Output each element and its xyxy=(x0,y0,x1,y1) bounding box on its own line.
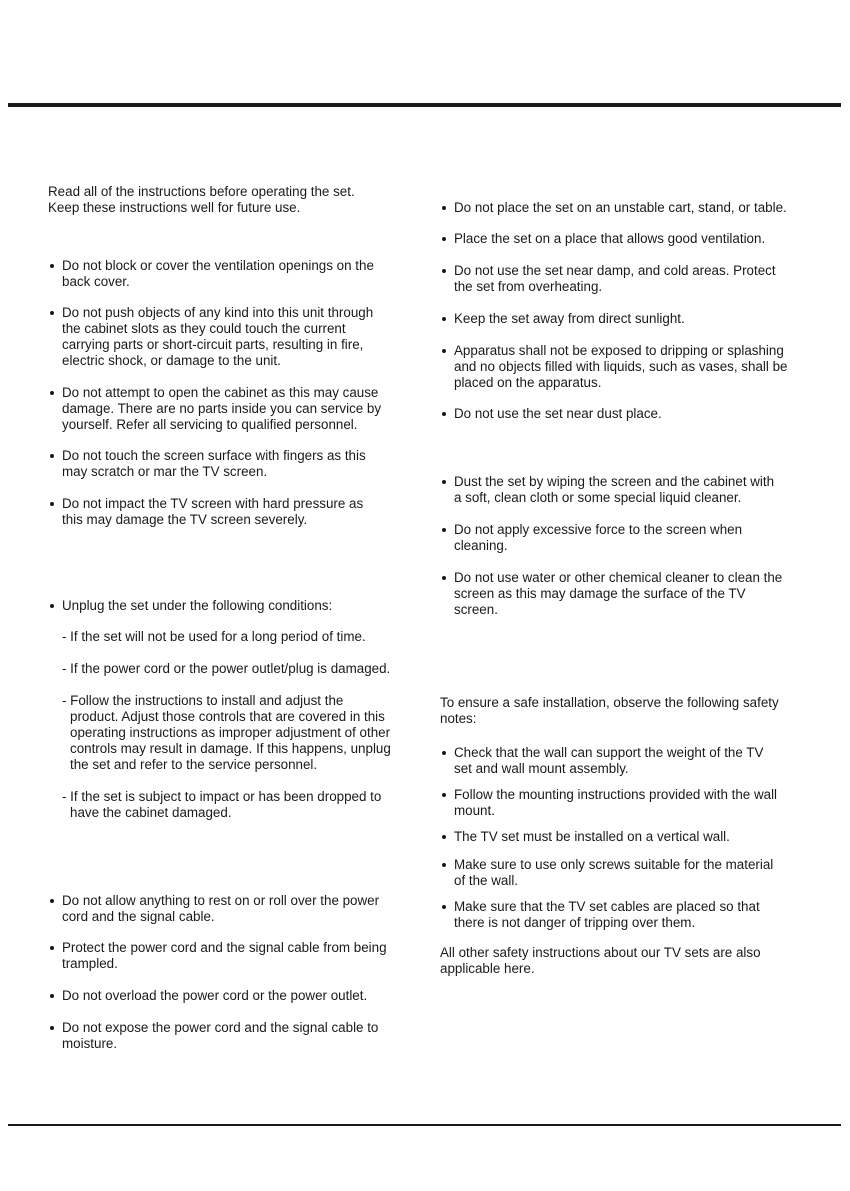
sub-item: - Follow the instructions to install and adjust the product. Adjust those controls that are covered in this operating instructions as improper adjustment of other controls may result in damage. If this happens, unplug the set and refer to the service personnel. xyxy=(62,693,391,772)
list-item: Check that the wall can support the weight of the TV set and wall mount assembly. xyxy=(440,745,808,777)
list-item: Do not touch the screen surface with fingers as this may scratch or mar the TV screen. xyxy=(48,448,413,480)
list-item: Make sure that the TV set cables are placed so that there is not danger of tripping over them. xyxy=(440,899,808,931)
list-item: Keep the set away from direct sunlight. xyxy=(440,311,808,327)
list-item: Do not place the set on an unstable cart, stand, or table. xyxy=(440,200,808,216)
list-item: Dust the set by wiping the screen and the cabinet with a soft, clean cloth or some special liquid cleaner. xyxy=(440,474,808,506)
list-item: Do not attempt to open the cabinet as this may cause damage. There are no parts inside you can service by yourself. Refer all servicing to qualified personnel. xyxy=(48,385,413,433)
footer-rule xyxy=(8,1124,841,1126)
list-item: Place the set on a place that allows good ventilation. xyxy=(440,231,808,247)
list-item: Do not impact the TV screen with hard pressure as this may damage the TV screen severely. xyxy=(48,496,413,528)
list-item: The TV set must be installed on a vertical wall. xyxy=(440,829,808,845)
list-item: Do not overload the power cord or the power outlet. xyxy=(48,988,413,1004)
list-item: Do not apply excessive force to the screen when cleaning. xyxy=(440,522,808,554)
list-item: Make sure to use only screws suitable for the material of the wall. xyxy=(440,857,808,889)
wall-mount-intro: To ensure a safe installation, observe the following safety notes: xyxy=(440,695,779,726)
closing-text: All other safety instructions about our TV sets are also applicable here. xyxy=(440,945,761,976)
header-rule xyxy=(8,103,841,107)
list-item: Do not use the set near dust place. xyxy=(440,406,808,422)
list-item: Do not push objects of any kind into this unit through the cabinet slots as they could touch the current carrying parts or short-circuit parts, resulting in fire, electric shock, or damage to the unit. xyxy=(48,305,413,369)
list-item: Do not use the set near damp, and cold areas. Protect the set from overheating. xyxy=(440,263,808,295)
list-item: Do not block or cover the ventilation openings on the back cover. xyxy=(48,258,413,290)
list-item: Unplug the set under the following conditions: xyxy=(48,598,413,614)
sub-item: - If the power cord or the power outlet/plug is damaged. xyxy=(62,661,391,676)
sub-item: - If the set will not be used for a long period of time. xyxy=(62,629,366,644)
intro-text: Read all of the instructions before operating the set. Keep these instructions well for future use. xyxy=(48,184,355,215)
list-item: Apparatus shall not be exposed to dripping or splashing and no objects filled with liquids, such as vases, shall be placed on the apparatus. xyxy=(440,343,808,391)
list-item: Protect the power cord and the signal cable from being trampled. xyxy=(48,940,413,972)
list-item: Do not allow anything to rest on or roll over the power cord and the signal cable. xyxy=(48,893,413,925)
list-item: Follow the mounting instructions provided with the wall mount. xyxy=(440,787,808,819)
sub-item: - If the set is subject to impact or has been dropped to have the cabinet damaged. xyxy=(62,789,382,820)
list-item: Do not use water or other chemical cleaner to clean the screen as this may damage the surface of the TV screen. xyxy=(440,570,808,618)
list-item: Do not expose the power cord and the signal cable to moisture. xyxy=(48,1020,413,1052)
